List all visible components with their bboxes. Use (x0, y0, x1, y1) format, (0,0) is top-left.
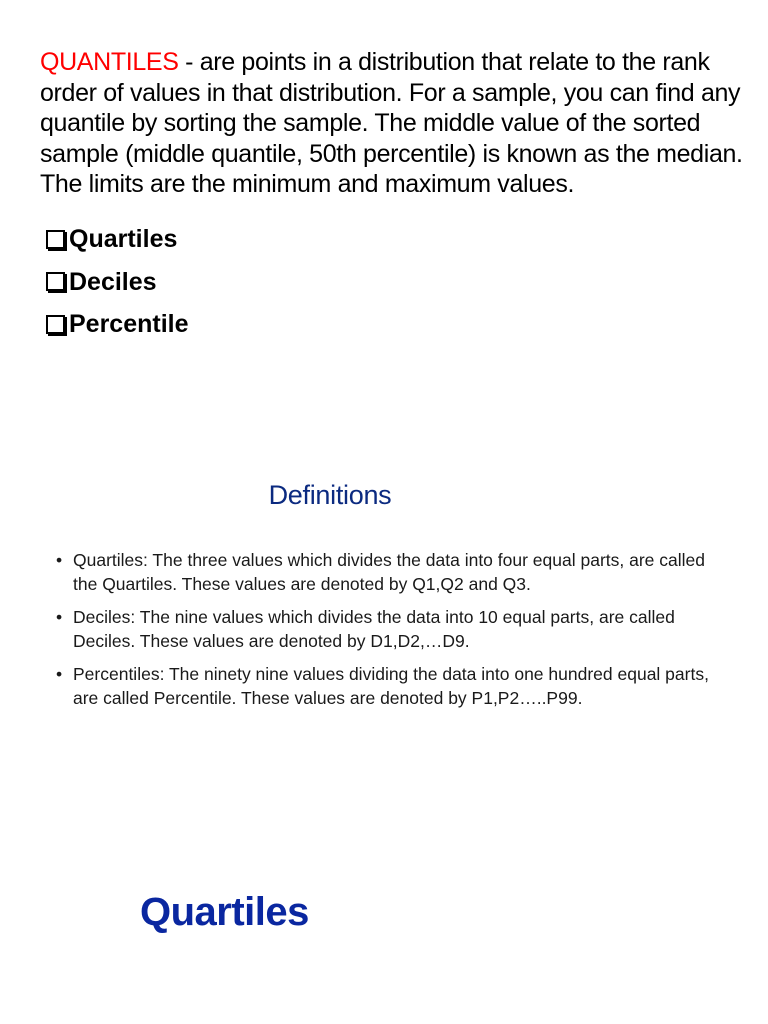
bullet-icon: • (56, 607, 63, 627)
definition-item-quartiles (56, 548, 716, 596)
definitions-slide (0, 440, 768, 820)
definition-text: Percentiles: The ninety nine values dividing the data into one hundred equal parts, are called Percentile. These values are denoted by P1,P2…..P99. (73, 664, 709, 708)
quartiles-title: Quartiles (140, 890, 309, 934)
quantiles-definition: - are points in a distribution that relate to the rank order of values in that distribution. For a sample, you can find any quantile by sorting the sample. The middle value of the sorted sample (middle quantile, 50th percentile) is known as the median. The limits are the minimum and maximum values. (40, 48, 743, 198)
definition-text: Deciles: The nine values which divides the data into 10 equal parts, are called Deciles. These values are denoted by D1,D2,…D9. (73, 607, 675, 651)
list-item-quartiles (46, 218, 189, 261)
quartiles-slide (0, 860, 768, 1024)
bullet-icon: • (56, 664, 63, 684)
checkbox-icon (46, 230, 65, 249)
definitions-list (56, 548, 716, 719)
list-item-label: Percentile (69, 310, 189, 338)
bullet-icon: • (56, 550, 63, 570)
quantiles-paragraph (40, 47, 760, 200)
quantiles-term: QUANTILES (40, 48, 179, 76)
checkbox-icon (46, 272, 65, 291)
checkbox-icon (46, 315, 65, 334)
list-item-deciles (46, 261, 189, 304)
list-item-percentile (46, 303, 189, 346)
list-item-label: Deciles (69, 267, 157, 296)
definition-text: Quartiles: The three values which divides the data into four equal parts, are called the Quartiles. These values are denoted by Q1,Q2 and Q3. (73, 550, 705, 594)
definition-item-deciles (56, 605, 716, 653)
definitions-title: Definitions (268, 480, 392, 510)
quantiles-slide (0, 0, 768, 400)
list-item-label: Quartiles (69, 225, 178, 253)
definition-item-percentiles (56, 662, 716, 710)
quantile-types-list (46, 218, 189, 346)
